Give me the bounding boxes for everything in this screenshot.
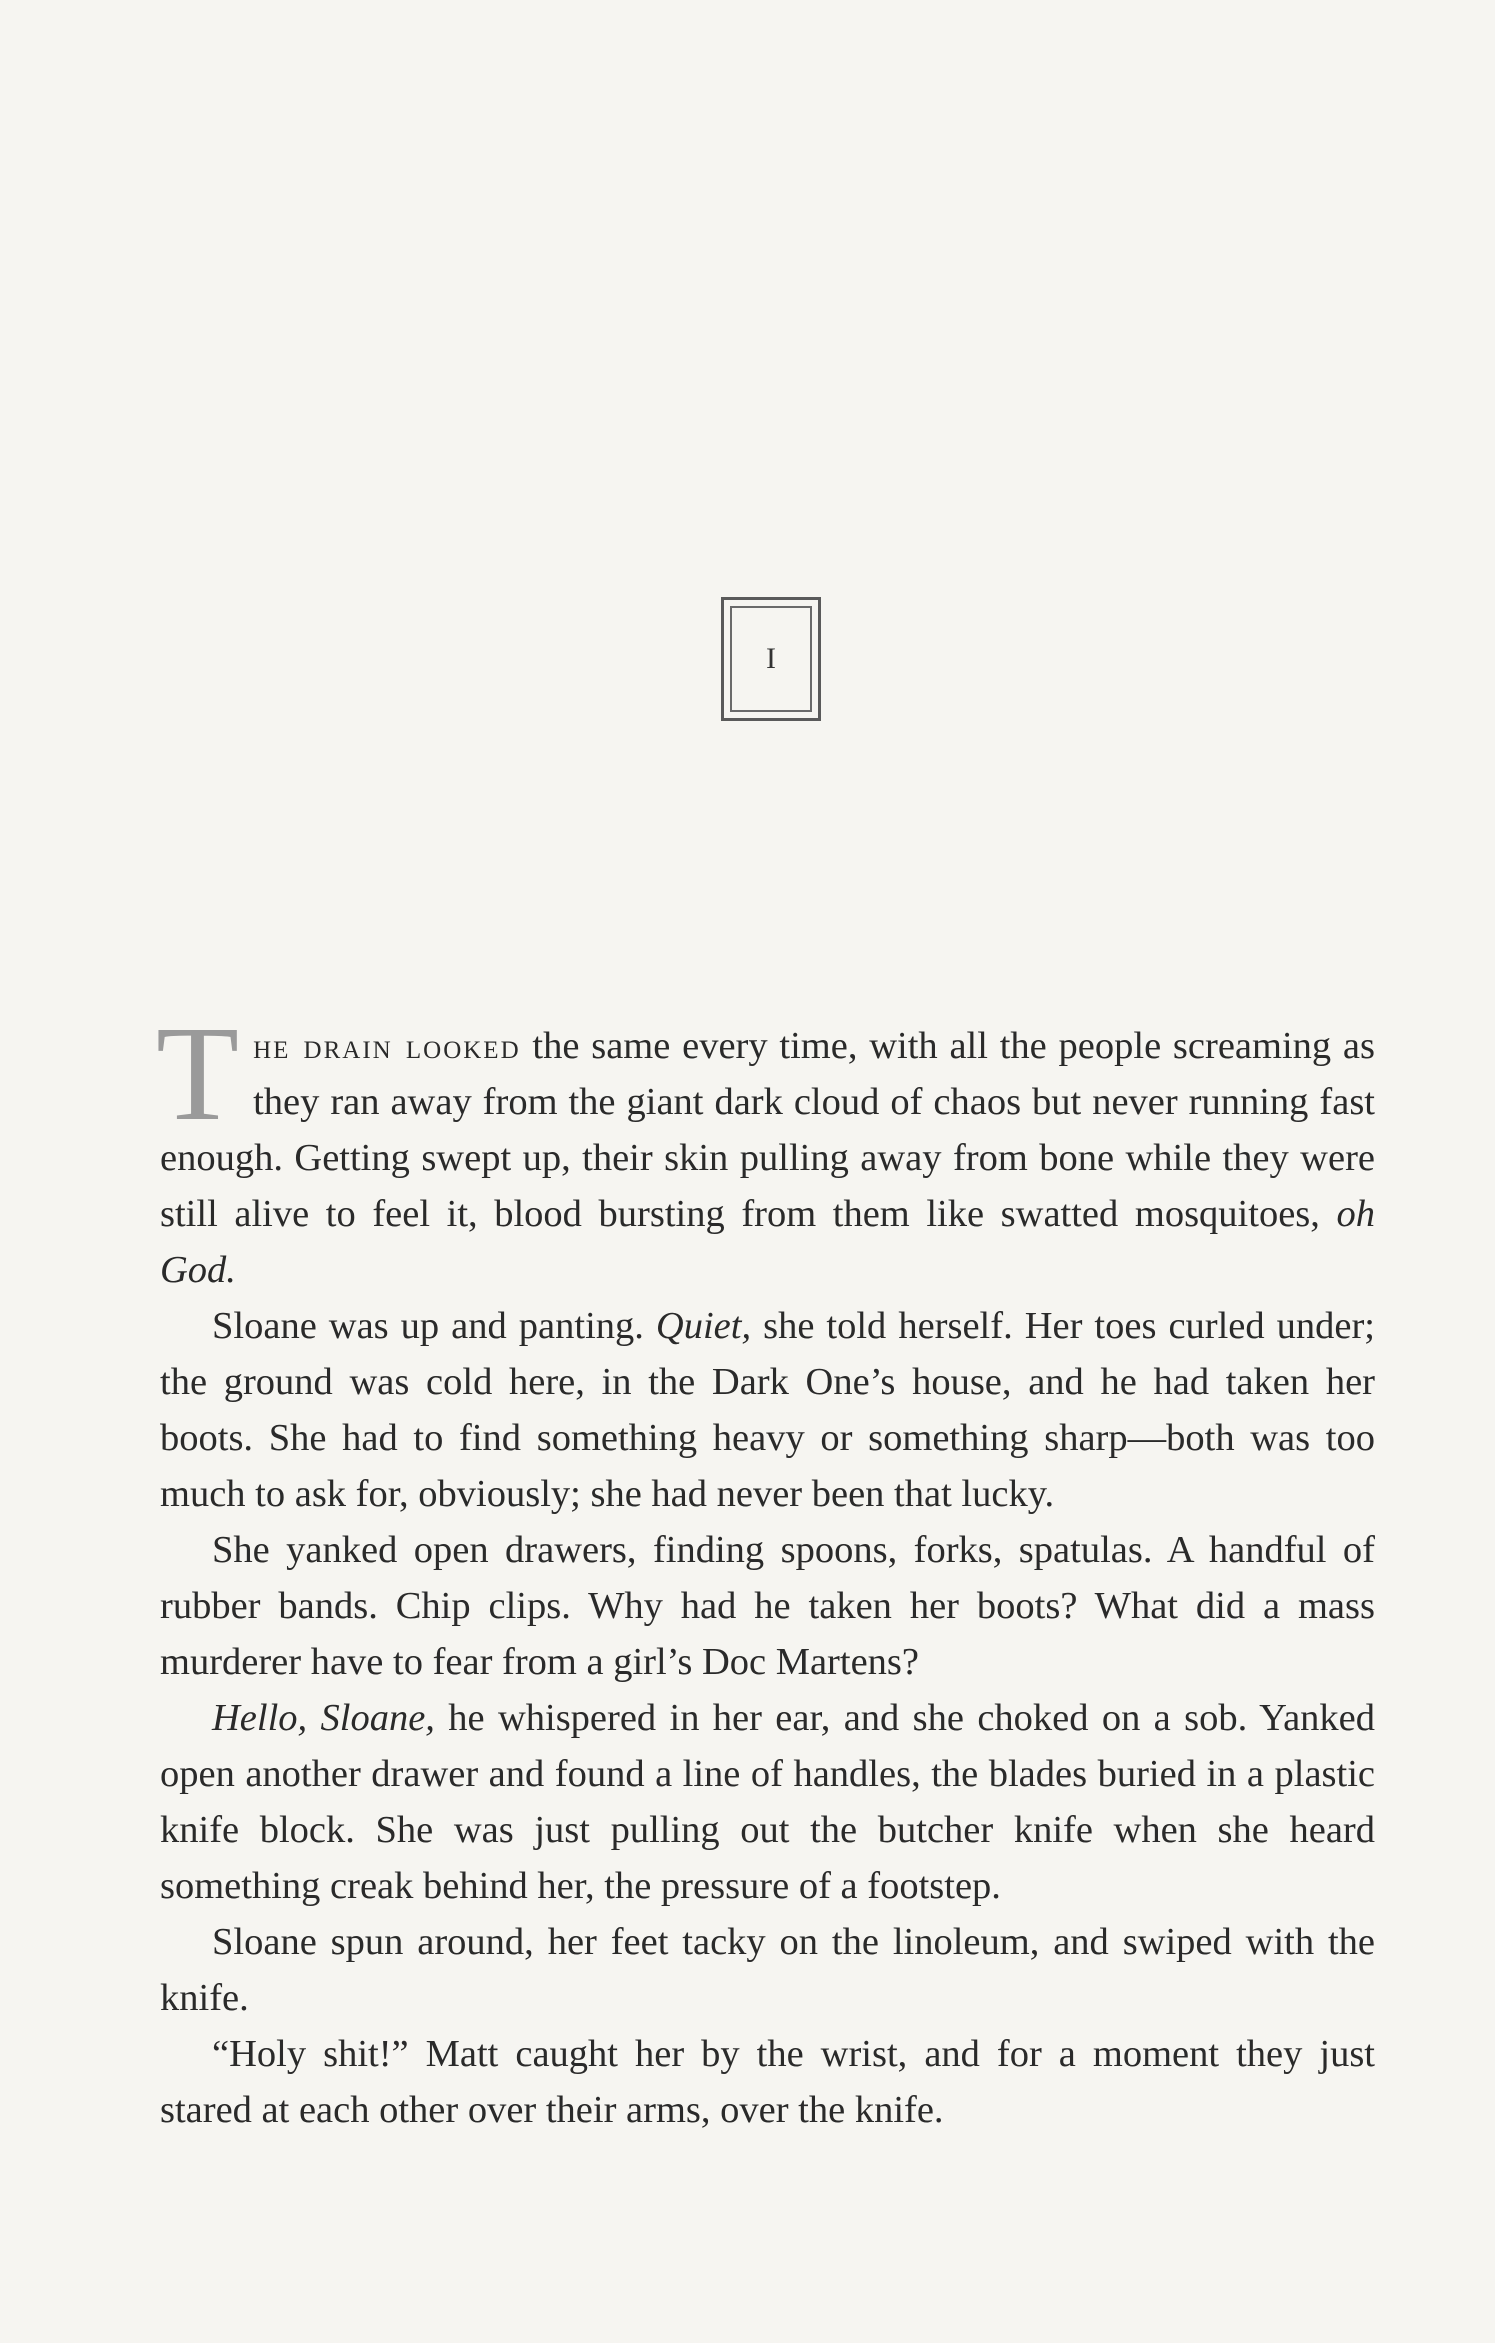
chapter-number-frame	[721, 597, 821, 721]
body-text	[156, 999, 1376, 2138]
paragraph-4	[160, 1690, 1375, 1914]
paragraph-4-text: he whispered in her ear, and she choked on a sob. Yanked open another drawer and found a line of handles, the blades buried in a plastic knife block. She was just pulling out the butcher knife when she heard something creak behind her, the pressure of a footstep.	[160, 1697, 1376, 1907]
paragraph-2-text-b: she told herself. Her toes curled under; the ground was cold here, in the Dark One’s house, and he had taken her boots. She had to find something heavy or something sharp—both was too much to ask for, obviously; she had never been that lucky.	[160, 1305, 1375, 1515]
paragraph-2-italic: Quiet,	[655, 1305, 752, 1347]
paragraph-2	[160, 1298, 1375, 1522]
paragraph-1-text: the same every time, with all the people screaming as they ran away from the giant dark cloud of chaos but never running fast enough. Getting swept up, their skin pulling away from bone while they were still alive to feel it, blood bursting from them like swatted mosquitoes,	[160, 1025, 1375, 1235]
paragraph-6: “Holy shit!” Matt caught her by the wrist, and for a moment they just stared at each other over their arms, over the knife.	[160, 2033, 1375, 2131]
paragraph-5: Sloane spun around, her feet tacky on the linoleum, and swiped with the knife.	[160, 1921, 1375, 2019]
paragraph-3: She yanked open drawers, finding spoons, forks, spatulas. A handful of rubber bands. Chip clips. Why had he taken her boots? What did a mass murderer have to fear from a girl’s Doc Martens?	[160, 1529, 1375, 1683]
opening-small-caps: he drain looked	[253, 1026, 521, 1066]
paragraph-2-text-a: Sloane was up and panting.	[212, 1305, 656, 1347]
chapter-number: I	[730, 606, 812, 712]
paragraph-1	[156, 999, 1375, 1298]
drop-cap: T	[156, 999, 240, 1149]
paragraph-4-italic: Hello, Sloane,	[212, 1697, 435, 1739]
paragraph-1-italic: oh God.	[160, 1193, 1375, 1291]
